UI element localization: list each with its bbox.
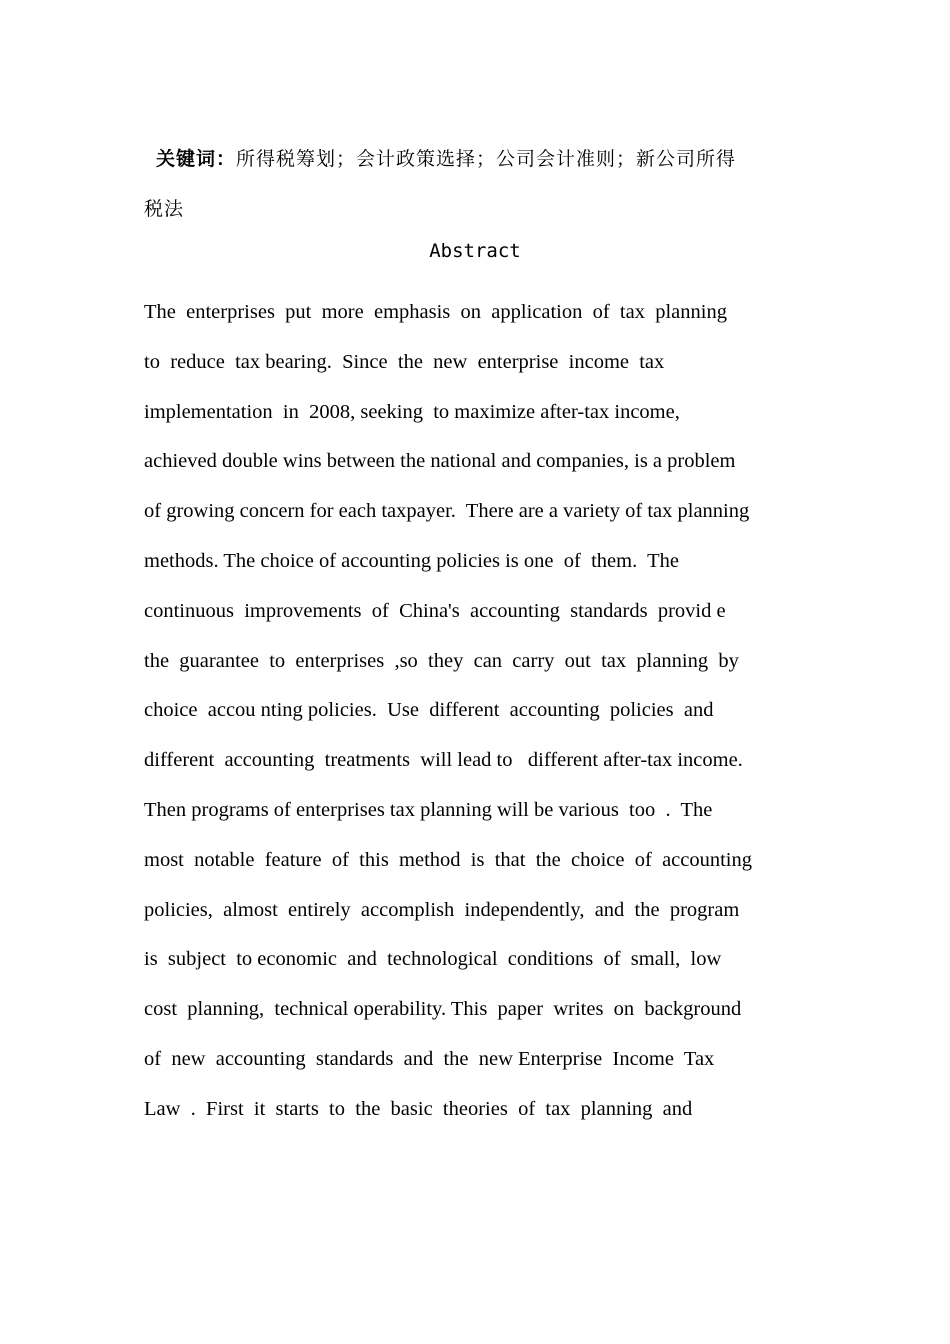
abstract-line: of new accounting standards and the new Enterprise Income Tax: [144, 1047, 715, 1070]
abstract-body: [144, 295, 814, 1142]
abstract-line: methods. The choice of accounting policies is one of them. The: [144, 549, 679, 572]
abstract-line: cost planning, technical operability. This paper writes on background: [144, 998, 742, 1021]
abstract-line: implementation in 2008, seeking to maximize after-tax income,: [144, 400, 680, 423]
abstract-line: achieved double wins between the national and companies, is a problem: [144, 450, 736, 473]
abstract-line: continuous improvements of China's accounting standards provid e: [144, 599, 726, 622]
abstract-title: Abstract: [429, 240, 521, 262]
abstract-line: the guarantee to enterprises ,so they can carry out tax planning by: [144, 649, 739, 672]
abstract-line: choice accou nting policies. Use different accounting policies and: [144, 699, 714, 722]
abstract-line: Law . First it starts to the basic theories of tax planning and: [144, 1097, 693, 1120]
keywords-list: 所得税筹划；会计政策选择；公司会计准则；新公司所得: [236, 148, 737, 170]
keywords-label: 关键词：: [156, 148, 237, 170]
abstract-line: is subject to economic and technological conditions of small, low: [144, 948, 722, 971]
abstract-line: The enterprises put more emphasis on application of tax planning: [144, 301, 727, 323]
keywords-line-1: [144, 134, 814, 184]
abstract-line: most notable feature of this method is that the choice of accounting: [144, 848, 753, 871]
keywords-line-2: 税法: [144, 198, 185, 220]
abstract-line: of growing concern for each taxpayer. There are a variety of tax planning: [144, 500, 750, 523]
abstract-line: Then programs of enterprises tax planning will be various too . The: [144, 798, 713, 821]
abstract-line: to reduce tax bearing. Since the new enterprise income tax: [144, 350, 665, 373]
keywords-block: [144, 134, 814, 234]
abstract-line: policies, almost entirely accomplish independently, and the program: [144, 898, 740, 921]
abstract-line: different accounting treatments will lead to different after-tax income.: [144, 749, 743, 772]
